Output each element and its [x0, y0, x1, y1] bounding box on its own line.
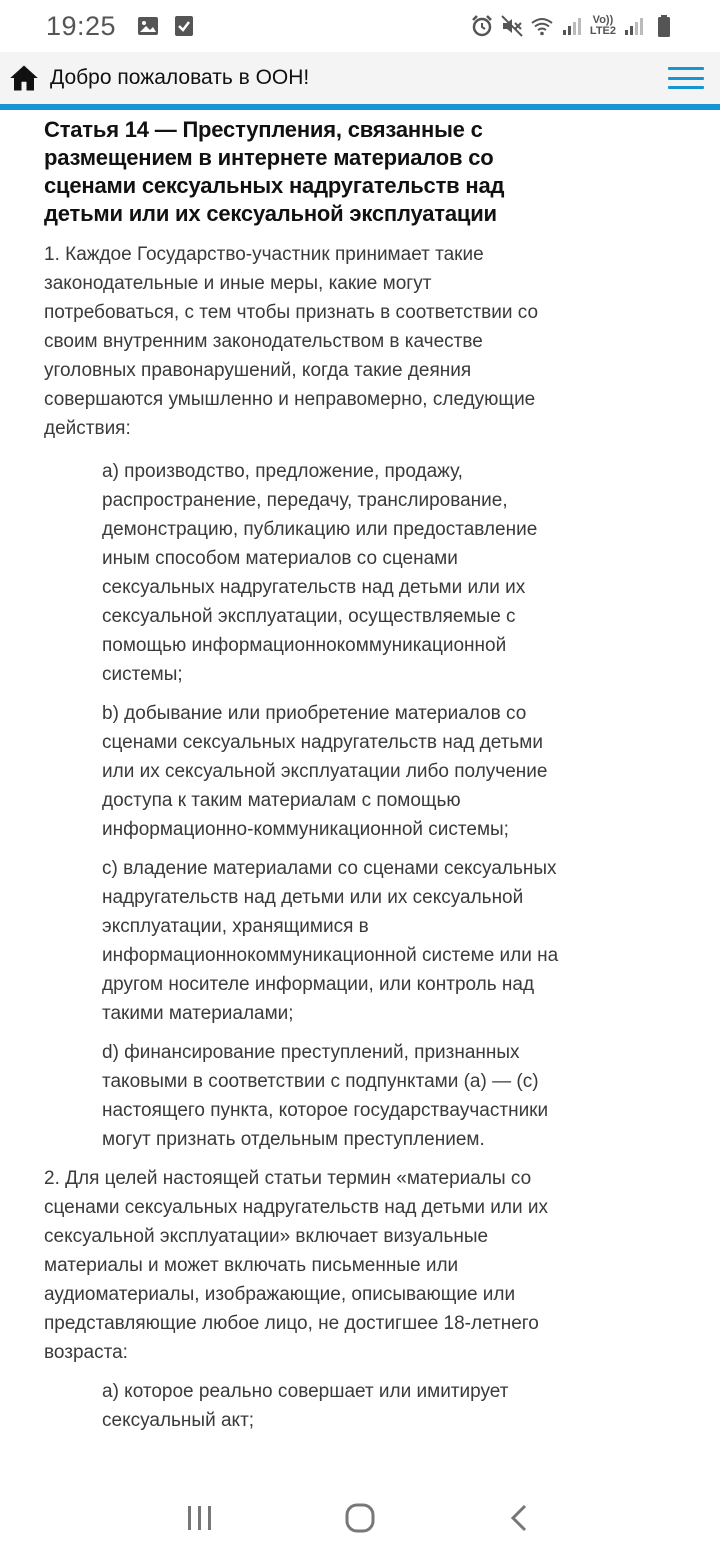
system-nav-bar: [0, 1476, 720, 1560]
signal-icon: [560, 14, 584, 38]
battery-icon: [652, 14, 676, 38]
status-time: 19:25: [46, 10, 117, 41]
subparagraph-c: c) владение материалами со сценами сексуальных надругательств над детьми или их сексуальной эксплуатации, хранящимися в информационнокоммуникационной системе или на другом носителе информации, или контроль над такими материалами;: [102, 858, 559, 1024]
home-circle-icon: [344, 1502, 376, 1534]
alarm-icon: [470, 14, 494, 38]
subparagraph-2a: a) которое реально совершает или имитирует сексуальный акт;: [102, 1381, 509, 1431]
header-title: Добро пожаловать в ООН!: [50, 66, 310, 89]
recent-apps-button[interactable]: [170, 1488, 230, 1548]
home-icon: [9, 63, 39, 93]
app-header: [0, 52, 720, 104]
article-paragraph-1: 1. Каждое Государство-участник принимает такие законодательные и иные меры, какие могут потребоваться, с тем чтобы признать в соответствии со своим внутренним законодательством в качестве уголовных правонарушений, когда такие деяния совершаются умышленно и неправомерно, следующие действия:: [44, 244, 539, 439]
image-icon: [136, 14, 160, 38]
recent-apps-icon: [185, 1503, 215, 1533]
subparagraph-a: a) производство, предложение, продажу, распространение, передачу, транслирование, демонстрацию, публикацию или предоставление иным способом материалов со сценами сексуальных надругательств над детьми или их сексуальной эксплуатации, осуществляемые с помощью информационнокоммуникационной системы;: [102, 461, 538, 685]
article-paragraph-2: 2. Для целей настоящей статьи термин «материалы со сценами сексуальных надругательств над детьми или их сексуальной эксплуатации» включает визуальные материалы и может включать письменные или аудиоматериалы, изображающие, описывающие или представляющие любое лицо, не достигшее 18-летнего возраста:: [44, 1168, 548, 1363]
hamburger-icon: [668, 67, 704, 70]
back-button[interactable]: [490, 1488, 550, 1548]
subparagraph-d: d) финансирование преступлений, признанных таковыми в соответствии с подпунктами (а) — (с) настоящего пункта, которое государствaучастники могут признать отдельным преступлением.: [102, 1042, 549, 1150]
subparagraph-b: b) добывание или приобретение материалов со сценами сексуальных надругательств над детьми или их сексуальной эксплуатации либо получение доступа к таким материалам с помощью информационно-коммуникационной системы;: [102, 703, 548, 840]
signal-icon: [622, 14, 646, 38]
back-icon: [505, 1503, 535, 1533]
header-accent-bar: [0, 104, 720, 110]
status-right-icons: [470, 14, 676, 38]
wifi-icon: [530, 14, 554, 38]
status-left-icons: [136, 14, 196, 38]
lte-icon: Vo)) LTE2: [589, 14, 616, 37]
home-button[interactable]: [8, 62, 40, 94]
home-nav-button[interactable]: [330, 1488, 390, 1548]
menu-button[interactable]: [668, 64, 704, 92]
mute-icon: [500, 14, 524, 38]
article-title: Статья 14 — Преступления, связанные с размещением в интернете материалов со сценами сексуальных надругательств над детьми или их сексуальной эксплуатации: [44, 117, 505, 226]
check-box-icon: [172, 14, 196, 38]
article-content[interactable]: [44, 116, 564, 1476]
status-bar: [0, 0, 720, 52]
